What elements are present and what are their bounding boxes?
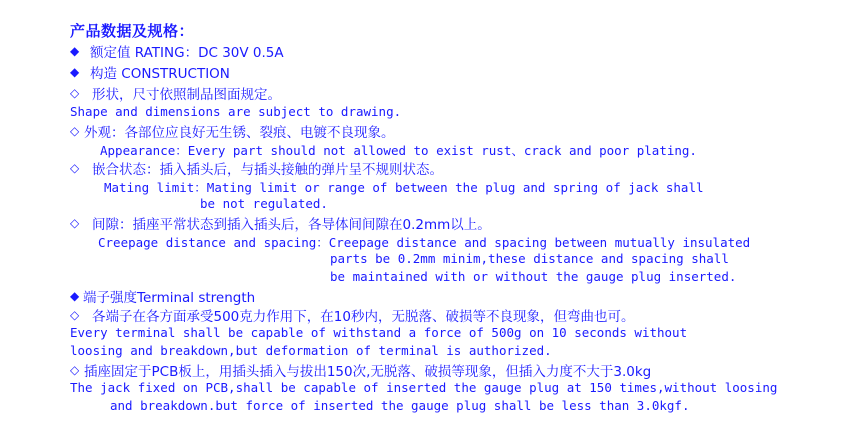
bullet-hollow-pcb: ◇: [70, 363, 80, 377]
spec-line-terminal-cn: 各端子在各方面承受500克力作用下，在10秒内，无脱落、破损等不良现象，但弯曲也可。: [92, 309, 635, 325]
bullet-filled-terminal: ◆: [70, 289, 80, 303]
spec-line-terminal-head: 端子强度Terminal strength: [83, 290, 256, 306]
spec-line-appearance-cn: 外观：各部位应良好无生锈、裂痕、电镀不良现象。: [84, 125, 395, 141]
bullet-hollow-creepage: ◇: [70, 216, 80, 230]
bullet-hollow-terminal: ◇: [70, 308, 80, 322]
bullet-hollow-mating: ◇: [70, 161, 80, 175]
spec-line-appearance-en: Appearance：Every part should not allowed to exist rust、crack and poor plating.: [100, 143, 697, 158]
bullet-filled-construction: ◆: [70, 65, 80, 79]
spec-line-shape-en: Shape and dimensions are subject to drawing.: [70, 104, 402, 119]
spec-line-creepage-en-2: parts be 0.2mm minim,these distance and spacing shall: [330, 251, 729, 266]
page-title: 产品数据及规格：: [70, 22, 195, 40]
spec-line-mating-en-2: be not regulated.: [200, 196, 328, 211]
spec-line-rating: 额定值 RATING：DC 30V 0.5A: [90, 45, 284, 61]
spec-line-creepage-en-3: be maintained with or without the gauge plug inserted.: [330, 269, 737, 284]
spec-line-creepage-en-1: Creepage distance and spacing：Creepage distance and spacing between mutually insulated: [98, 235, 751, 250]
spec-line-mating-en-1: Mating limit：Mating limit or range of between the plug and spring of jack shall: [104, 180, 704, 195]
spec-line-pcb-en-1: The jack fixed on PCB,shall be capable of inserted the gauge plug at 150 times,without loosing: [70, 380, 778, 395]
bullet-hollow-appearance: ◇: [70, 124, 80, 138]
spec-line-terminal-en-2: loosing and breakdown,but deformation of terminal is authorized.: [70, 343, 552, 358]
spec-line-construction: 构造 CONSTRUCTION: [90, 66, 230, 82]
bullet-filled-rating: ◆: [70, 44, 80, 58]
spec-line-pcb-cn: 插座固定于PCB板上，用插头插入与拔出150次,无脱落、破损等现象，但插入力度不大于3.0kg: [84, 364, 652, 380]
spec-line-terminal-en-1: Every terminal shall be capable of withstand a force of 500g on 10 seconds without: [70, 325, 688, 340]
spec-line-mating-cn: 嵌合状态：插入插头后，与插头接触的弹片呈不规则状态。: [92, 162, 443, 178]
spec-line-creepage-cn: 间隙：插座平常状态到插入插头后，各导体间间隙在0.2mm以上。: [92, 217, 491, 233]
bullet-hollow-shape: ◇: [70, 86, 80, 100]
spec-line-pcb-en-2: and breakdown.but force of inserted the gauge plug shall be less than 3.0kgf.: [110, 398, 690, 413]
spec-line-shape-cn: 形状，尺寸依照制品图面规定。: [92, 87, 281, 103]
